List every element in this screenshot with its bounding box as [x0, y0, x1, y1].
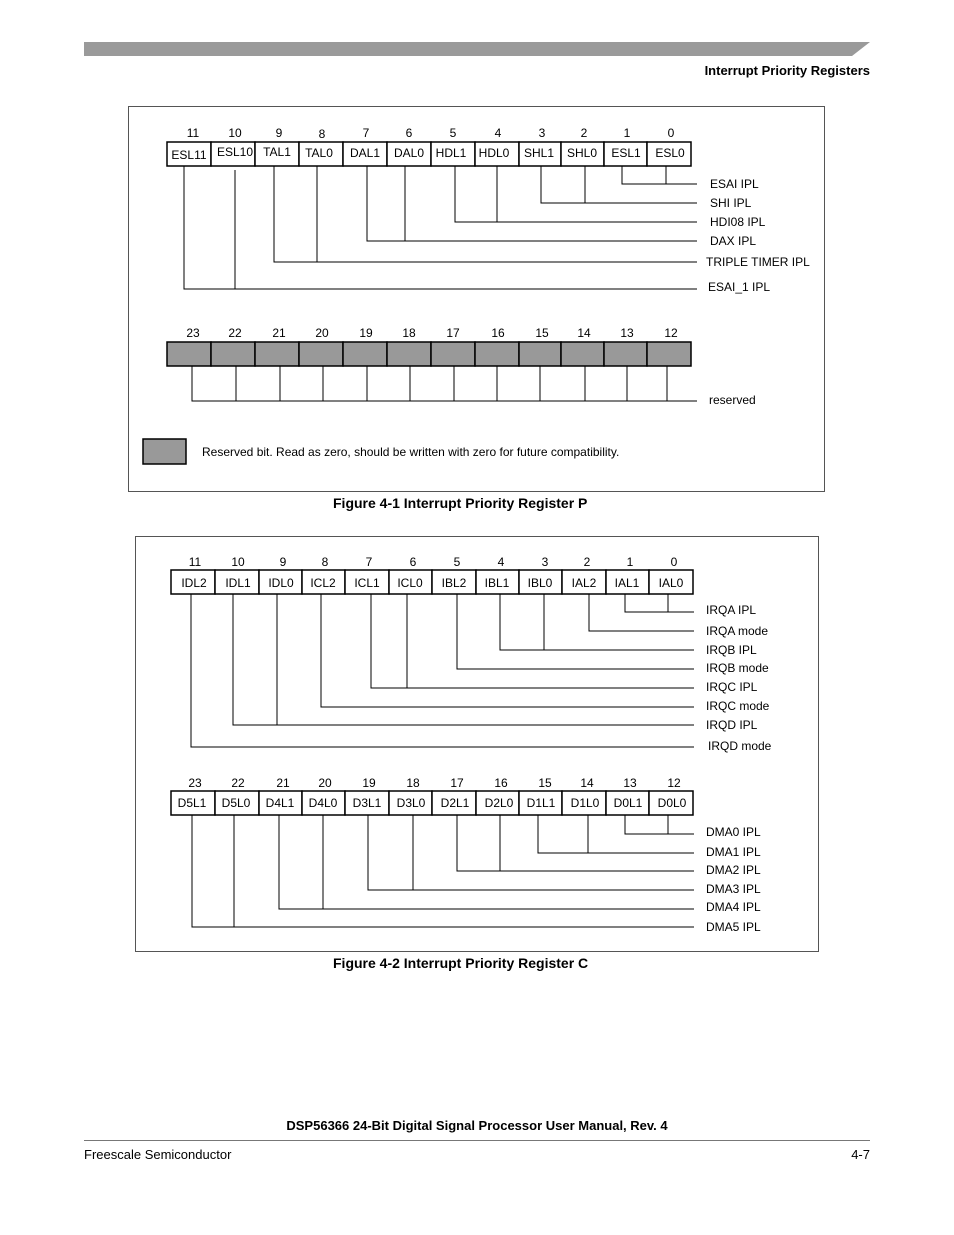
- bit-number: 11: [186, 126, 200, 140]
- group-label: IRQC IPL: [706, 680, 758, 694]
- bit-number: 17: [450, 776, 464, 790]
- bit-number: 20: [318, 776, 332, 790]
- bit-number: 16: [494, 776, 508, 790]
- field-label: IDL1: [225, 576, 251, 590]
- leader-line-irqa-ipl: [625, 594, 694, 612]
- bit-number: 6: [409, 555, 417, 569]
- legend-text: Reserved bit. Read as zero, should be written with zero for future compatibility.: [202, 445, 620, 459]
- field-label: IBL2: [441, 576, 467, 590]
- bit-number: 10: [231, 555, 245, 569]
- bit-number: 8: [318, 127, 326, 141]
- bit-number: 8: [321, 555, 329, 569]
- field-label: SHL1: [523, 146, 555, 160]
- group-label: TRIPLE TIMER IPL: [706, 255, 810, 269]
- field-label: D4L1: [265, 796, 295, 810]
- field-label: ICL2: [310, 576, 336, 590]
- leader-line-irqc-ipl: [371, 594, 694, 688]
- figure-4-1-caption: Figure 4-1 Interrupt Priority Register P: [333, 495, 588, 511]
- group-label: SHI IPL: [710, 196, 752, 210]
- field-label: D2L0: [484, 796, 514, 810]
- field-label: HDL1: [435, 146, 467, 160]
- bit-number: 20: [315, 326, 329, 340]
- bit-number: 15: [535, 326, 549, 340]
- field-label: DAL0: [393, 146, 425, 160]
- group-label: IRQB mode: [706, 661, 769, 675]
- reserved-label: reserved: [709, 393, 756, 407]
- leader-line-dma0: [625, 815, 694, 834]
- leader-line-dma2: [457, 815, 694, 871]
- field-label: ESL10: [216, 145, 254, 159]
- field-label: ICL1: [354, 576, 380, 590]
- bit-number: 19: [359, 326, 373, 340]
- bit-number: 9: [275, 126, 283, 140]
- field-label: D3L1: [352, 796, 382, 810]
- group-label: IRQA mode: [706, 624, 769, 638]
- bit-number: 12: [664, 326, 678, 340]
- group-label: IRQC mode: [706, 699, 770, 713]
- bit-number: 18: [402, 326, 416, 340]
- group-label: HDI08 IPL: [710, 215, 766, 229]
- group-label: DMA4 IPL: [706, 900, 761, 914]
- field-label: SHL0: [566, 146, 598, 160]
- bit-number: 3: [541, 555, 549, 569]
- group-label: DMA3 IPL: [706, 882, 761, 896]
- bit-number: 16: [491, 326, 505, 340]
- group-label: IRQD mode: [708, 739, 772, 753]
- bit-number: 4: [497, 555, 505, 569]
- field-label: D1L1: [526, 796, 556, 810]
- field-label: IDL2: [181, 576, 207, 590]
- bit-number: 4: [494, 126, 502, 140]
- bit-number: 19: [362, 776, 376, 790]
- field-label: D4L0: [308, 796, 338, 810]
- field-label: ICL0: [397, 576, 423, 590]
- bit-number: 22: [228, 326, 242, 340]
- field-label: D1L0: [570, 796, 600, 810]
- bit-number: 7: [362, 126, 370, 140]
- bit-number: 2: [583, 555, 591, 569]
- bit-number: 15: [538, 776, 552, 790]
- field-label: IAL2: [571, 576, 597, 590]
- group-label: IRQA IPL: [706, 603, 757, 617]
- bit-number: 23: [186, 326, 200, 340]
- bit-number: 0: [670, 555, 678, 569]
- field-label: ESL0: [655, 146, 685, 160]
- field-label: ESL1: [611, 146, 641, 160]
- field-label: D2L1: [440, 796, 470, 810]
- group-label: DAX IPL: [710, 234, 757, 248]
- bit-number: 14: [577, 326, 591, 340]
- bit-number: 12: [667, 776, 681, 790]
- field-label: IBL1: [484, 576, 510, 590]
- field-label: D0L0: [657, 796, 687, 810]
- bit-number: 3: [538, 126, 546, 140]
- bit-number: 22: [231, 776, 245, 790]
- page-number: 4-7: [851, 1147, 870, 1162]
- group-label: DMA0 IPL: [706, 825, 761, 839]
- footer-company: Freescale Semiconductor: [84, 1147, 232, 1162]
- field-label: D5L1: [177, 796, 207, 810]
- bit-number: 14: [580, 776, 594, 790]
- bit-number: 9: [279, 555, 287, 569]
- group-label: DMA2 IPL: [706, 863, 761, 877]
- field-label: HDL0: [478, 146, 510, 160]
- group-label: IRQB IPL: [706, 643, 757, 657]
- group-label: ESAI IPL: [710, 177, 759, 191]
- bit-number: 6: [405, 126, 413, 140]
- group-label: DMA5 IPL: [706, 920, 761, 934]
- field-label: TAL0: [305, 146, 333, 160]
- bit-number: 21: [276, 776, 290, 790]
- bit-number: 18: [406, 776, 420, 790]
- bit-number: 13: [623, 776, 637, 790]
- bit-number: 23: [188, 776, 202, 790]
- leader-line-irqb-ipl: [500, 594, 694, 650]
- figure-4-2-caption: Figure 4-2 Interrupt Priority Register C: [333, 955, 589, 971]
- bit-number: 1: [623, 126, 631, 140]
- footer-rule: [84, 1140, 870, 1141]
- field-label: IAL0: [658, 576, 684, 590]
- field-label: IBL0: [527, 576, 553, 590]
- leader-line-irqd-ipl: [233, 594, 694, 725]
- field-label: D5L0: [221, 796, 251, 810]
- section-title: Interrupt Priority Registers: [704, 63, 870, 78]
- field-label: IAL1: [614, 576, 640, 590]
- group-label: IRQD IPL: [706, 718, 758, 732]
- footer-title: DSP56366 24-Bit Digital Signal Processor User Manual, Rev. 4: [286, 1118, 668, 1133]
- bit-number: 0: [667, 126, 675, 140]
- bit-number: 21: [272, 326, 286, 340]
- bit-number: 13: [620, 326, 634, 340]
- bit-number: 5: [449, 126, 457, 140]
- leader-line-irqd-mode: [191, 594, 694, 747]
- bit-number: 10: [228, 126, 242, 140]
- bit-number: 2: [580, 126, 588, 140]
- group-label: DMA1 IPL: [706, 845, 761, 859]
- group-label: ESAI_1 IPL: [708, 280, 771, 294]
- field-label: TAL1: [263, 145, 291, 159]
- field-label: D0L1: [613, 796, 643, 810]
- bit-number: 5: [453, 555, 461, 569]
- field-label: DAL1: [349, 146, 381, 160]
- field-label: D3L0: [396, 796, 426, 810]
- bit-number: 17: [446, 326, 460, 340]
- field-label: ESL11: [171, 148, 207, 162]
- bit-number: 1: [626, 555, 634, 569]
- bit-number: 7: [365, 555, 373, 569]
- bit-number: 11: [188, 555, 202, 569]
- leader-line-dma4: [279, 815, 694, 909]
- field-label: IDL0: [268, 576, 294, 590]
